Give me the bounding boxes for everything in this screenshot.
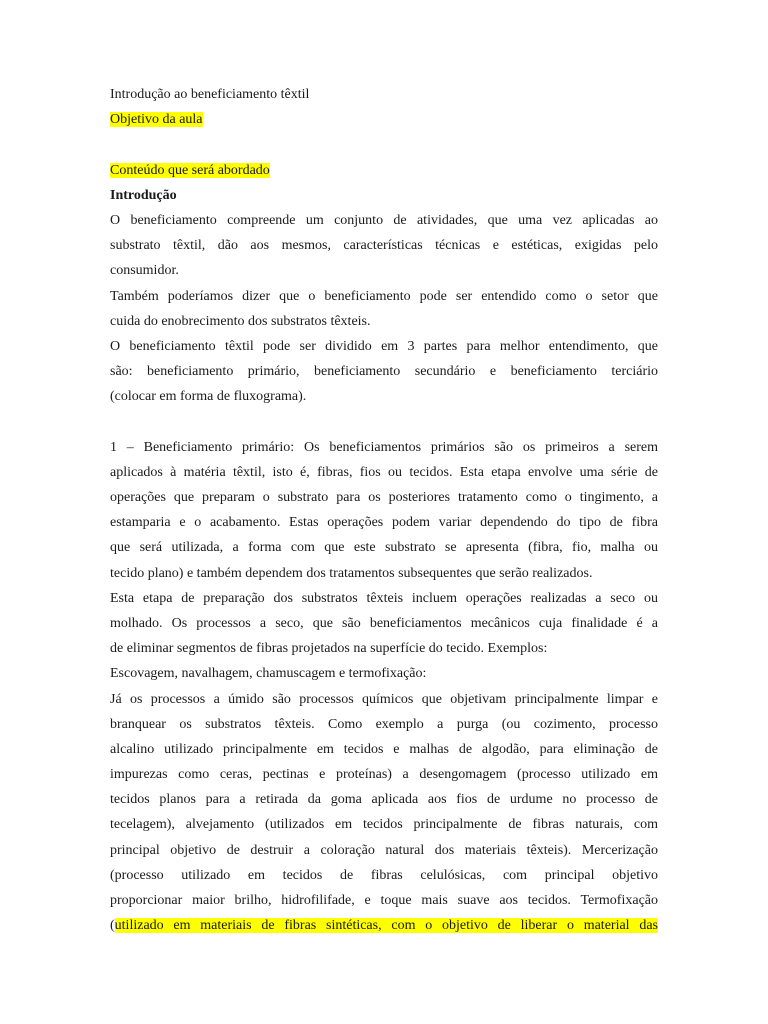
highlighted-text: utilizado em materiais de fibras sintéticas, com o objetivo de liberar o material das <box>114 918 658 934</box>
text-line: aplicados à matéria têxtil, isto é, fibras, fios ou tecidos. Esta etapa envolve uma série de <box>110 464 658 480</box>
text-line: 1 – Beneficiamento primário: Os beneficiamentos primários são os primeiros a serem <box>110 439 658 455</box>
text-line: que será utilizada, a forma com que este substrato se apresenta (fibra, fio, malha ou <box>110 540 658 556</box>
text-line: consumidor. <box>110 263 179 279</box>
text-line: operações que preparam o substrato para os posteriores tratamento como o tingimento, a <box>110 490 658 505</box>
text-prefix: ( <box>110 918 115 934</box>
text-line: Escovagem, navalhagem, chamuscagem e termofixação: <box>110 666 427 682</box>
text-line: branquear os substratos têxteis. Como exemplo a purga (ou cozimento, processo <box>110 716 658 732</box>
text-line: são: beneficiamento primário, beneficiamento secundário e beneficiamento terciário <box>110 364 658 380</box>
text-line-highlighted <box>110 913 658 938</box>
text-line: Também poderíamos dizer que o beneficiamento pode ser entendido como o setor que <box>110 288 658 304</box>
text-line: tecido plano) e também dependem dos tratamentos subsequentes que serão realizados. <box>110 565 593 581</box>
text-line: alcalino utilizado principalmente em tecidos e malhas de algodão, para eliminação de <box>110 741 658 757</box>
text-line: O beneficiamento compreende um conjunto de atividades, que uma vez aplicadas ao <box>110 212 658 228</box>
blank-line <box>110 409 658 434</box>
text-line: tecelagem), alvejamento (utilizados em tecidos principalmente de fibras naturais, com <box>110 817 658 833</box>
objective-heading <box>110 107 658 132</box>
text-line: O beneficiamento têxtil pode ser dividido em 3 partes para melhor entendimento, que <box>110 338 658 354</box>
text-line: molhado. Os processos a seco, que são beneficiamentos mecânicos cuja finalidade é a <box>110 615 658 631</box>
text-line: tecidos planos para a retirada da goma aplicada aos fios de urdume no processo de <box>110 792 658 808</box>
text-line: Esta etapa de preparação dos substratos têxteis incluem operações realizadas a seco ou <box>110 590 658 606</box>
blank-line <box>110 132 658 157</box>
document-title: Introdução ao beneficiamento têxtil <box>110 87 310 102</box>
content-heading <box>110 158 658 183</box>
text-line: Já os processos a úmido são processos químicos que objetivam principalmente limpar e <box>110 691 658 707</box>
text-line: de eliminar segmentos de fibras projetados na superfície do tecido. Exemplos: <box>110 641 548 657</box>
text-line: cuida do enobrecimento dos substratos têxteis. <box>110 313 371 329</box>
text-line: principal objetivo de destruir a coloração natural dos materiais têxteis). Mercerização <box>110 842 658 858</box>
text-line: (colocar em forma de fluxograma). <box>110 389 307 405</box>
text-line: estamparia e o acabamento. Estas operações podem variar dependendo do tipo de fibra <box>110 515 658 531</box>
content-heading-text: Conteúdo que será abordado <box>110 162 270 178</box>
text-line: proporcionar maior brilho, hidrofilifade, e toque mais suave aos tecidos. Termofixação <box>110 893 658 908</box>
text-line: (processo utilizado em tecidos de fibras celulósicas, com principal objetivo <box>110 867 658 883</box>
section-heading: Introdução <box>110 187 177 203</box>
objective-heading-text: Objetivo da aula <box>110 112 203 128</box>
text-line: substrato têxtil, dão aos mesmos, características técnicas e estéticas, exigidas pelo <box>110 238 658 254</box>
text-line: impurezas como ceras, pectinas e proteínas) a desengomagem (processo utilizado em <box>110 767 658 783</box>
document-body <box>110 82 658 938</box>
